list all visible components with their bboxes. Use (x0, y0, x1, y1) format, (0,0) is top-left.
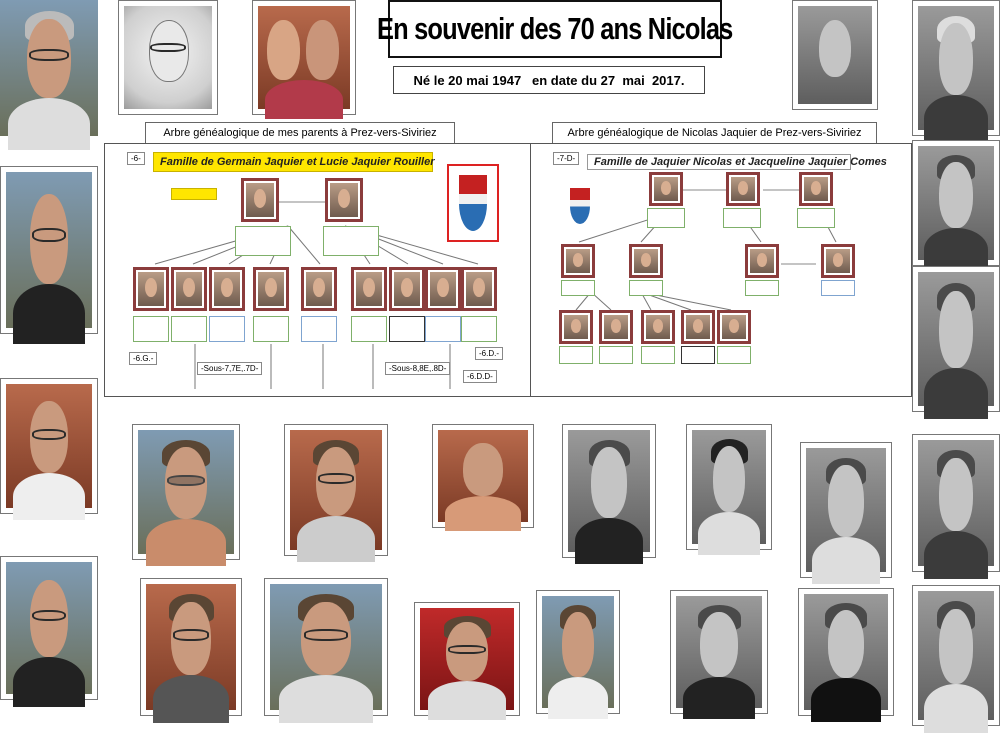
left-tree-footnote: -Sous-8,8E,.8D- (385, 362, 450, 375)
left-tree-footnote: -6.G.- (129, 352, 157, 365)
photo-child (912, 585, 1000, 726)
right-tree-label (821, 280, 855, 296)
photo-child (912, 0, 1000, 136)
page-title-box (377, 0, 733, 58)
birth-date-line: Né le 20 mai 1947 en date du 27 mai 2017. (393, 66, 705, 94)
left-tree-child-photo (209, 267, 245, 311)
coat-of-arms-right (563, 182, 597, 230)
left-tree-child-label (301, 316, 337, 342)
right-tree-label (723, 208, 761, 228)
left-tree-mother-label (323, 226, 379, 256)
right-tree-label (717, 346, 751, 364)
left-tree-child-label (351, 316, 387, 342)
right-tree-grandchild-photo (681, 310, 715, 344)
right-tree-label (599, 346, 633, 364)
left-tree-child-label (253, 316, 289, 342)
photo-portrait (414, 602, 520, 716)
right-tree-child-photo (821, 244, 855, 278)
right-tree-label (561, 280, 595, 296)
photo-portrait (0, 556, 98, 700)
right-tree-partner-photo (799, 172, 833, 206)
photo-portrait (132, 424, 240, 560)
right-tree-nicolas-photo (649, 172, 683, 206)
right-tree-label (559, 346, 593, 364)
left-tree-footnote: -Sous-7,7E,.7D- (197, 362, 262, 375)
left-tree-child-label (133, 316, 169, 342)
photo-child (912, 266, 1000, 412)
right-tree-child-photo (745, 244, 779, 278)
photo-portrait (0, 166, 98, 334)
left-tree-child-photo (133, 267, 169, 311)
left-tree-child-label (209, 316, 245, 342)
photo-portrait (670, 590, 768, 714)
photo-portrait (140, 578, 242, 716)
page-title: En souvenir des 70 ans Nicolas (377, 11, 733, 46)
right-tree-grandchild-photo (717, 310, 751, 344)
right-tree-label (647, 208, 685, 228)
right-tree-grandchild-photo (559, 310, 593, 344)
photo-caricature (118, 0, 218, 115)
right-tree-caption: Arbre généalogique de Nicolas Jaquier de Prez-vers-Siviriez (552, 122, 877, 144)
left-tree-caption: Arbre généalogique de mes parents à Prez-vers-Siviriez (145, 122, 455, 144)
photo-portrait (562, 424, 656, 558)
coat-of-arms-left (447, 164, 499, 242)
left-tree-father-label (235, 226, 291, 256)
right-tree-label (681, 346, 715, 364)
left-tree-child-label (461, 316, 497, 342)
right-tree-label (797, 208, 835, 228)
left-tree-child-photo (461, 267, 497, 311)
left-tree-footnote: -6.D.D- (463, 370, 497, 383)
photo-child (800, 442, 892, 578)
photo-portrait (0, 378, 98, 514)
right-family-tree (530, 143, 912, 397)
left-tree-tag: -6- (127, 152, 145, 165)
left-tree-heading: Famille de Germain Jaquier et Lucie Jaquier Rouiller (153, 152, 433, 172)
left-tree-child-label (425, 316, 461, 342)
left-tree-child-label (171, 316, 207, 342)
photo-couple (252, 0, 356, 115)
photo-child (912, 140, 1000, 266)
left-tree-child-photo (301, 267, 337, 311)
photo-child (798, 588, 894, 716)
left-family-tree (104, 143, 532, 397)
right-tree-label (745, 280, 779, 296)
left-tree-father-photo (241, 178, 279, 222)
photo-child (686, 424, 772, 550)
photo-portrait (284, 424, 388, 556)
right-tree-child-photo (561, 244, 595, 278)
left-tree-mother-photo (325, 178, 363, 222)
right-tree-label (629, 280, 663, 296)
photo-portrait (264, 578, 388, 716)
right-tree-label (641, 346, 675, 364)
left-tree-child-photo (351, 267, 387, 311)
left-tree-child-photo (425, 267, 461, 311)
right-tree-grandchild-photo (641, 310, 675, 344)
right-tree-wife-photo (726, 172, 760, 206)
right-tree-tag: -7-D- (553, 152, 579, 165)
photo-portrait (432, 424, 534, 528)
photo-portrait (0, 0, 98, 136)
photo-portrait (536, 590, 620, 714)
left-tree-child-photo (253, 267, 289, 311)
right-tree-grandchild-photo (599, 310, 633, 344)
left-tree-child-photo (389, 267, 425, 311)
photo-child (912, 434, 1000, 572)
left-tree-child-label (389, 316, 425, 342)
right-tree-heading: Famille de Jaquier Nicolas et Jacqueline Jaquier Comes (587, 154, 851, 170)
right-tree-child-photo (629, 244, 663, 278)
photo-baby (792, 0, 878, 110)
left-tree-child-photo (171, 267, 207, 311)
left-tree-footnote: -6.D.- (475, 347, 503, 360)
